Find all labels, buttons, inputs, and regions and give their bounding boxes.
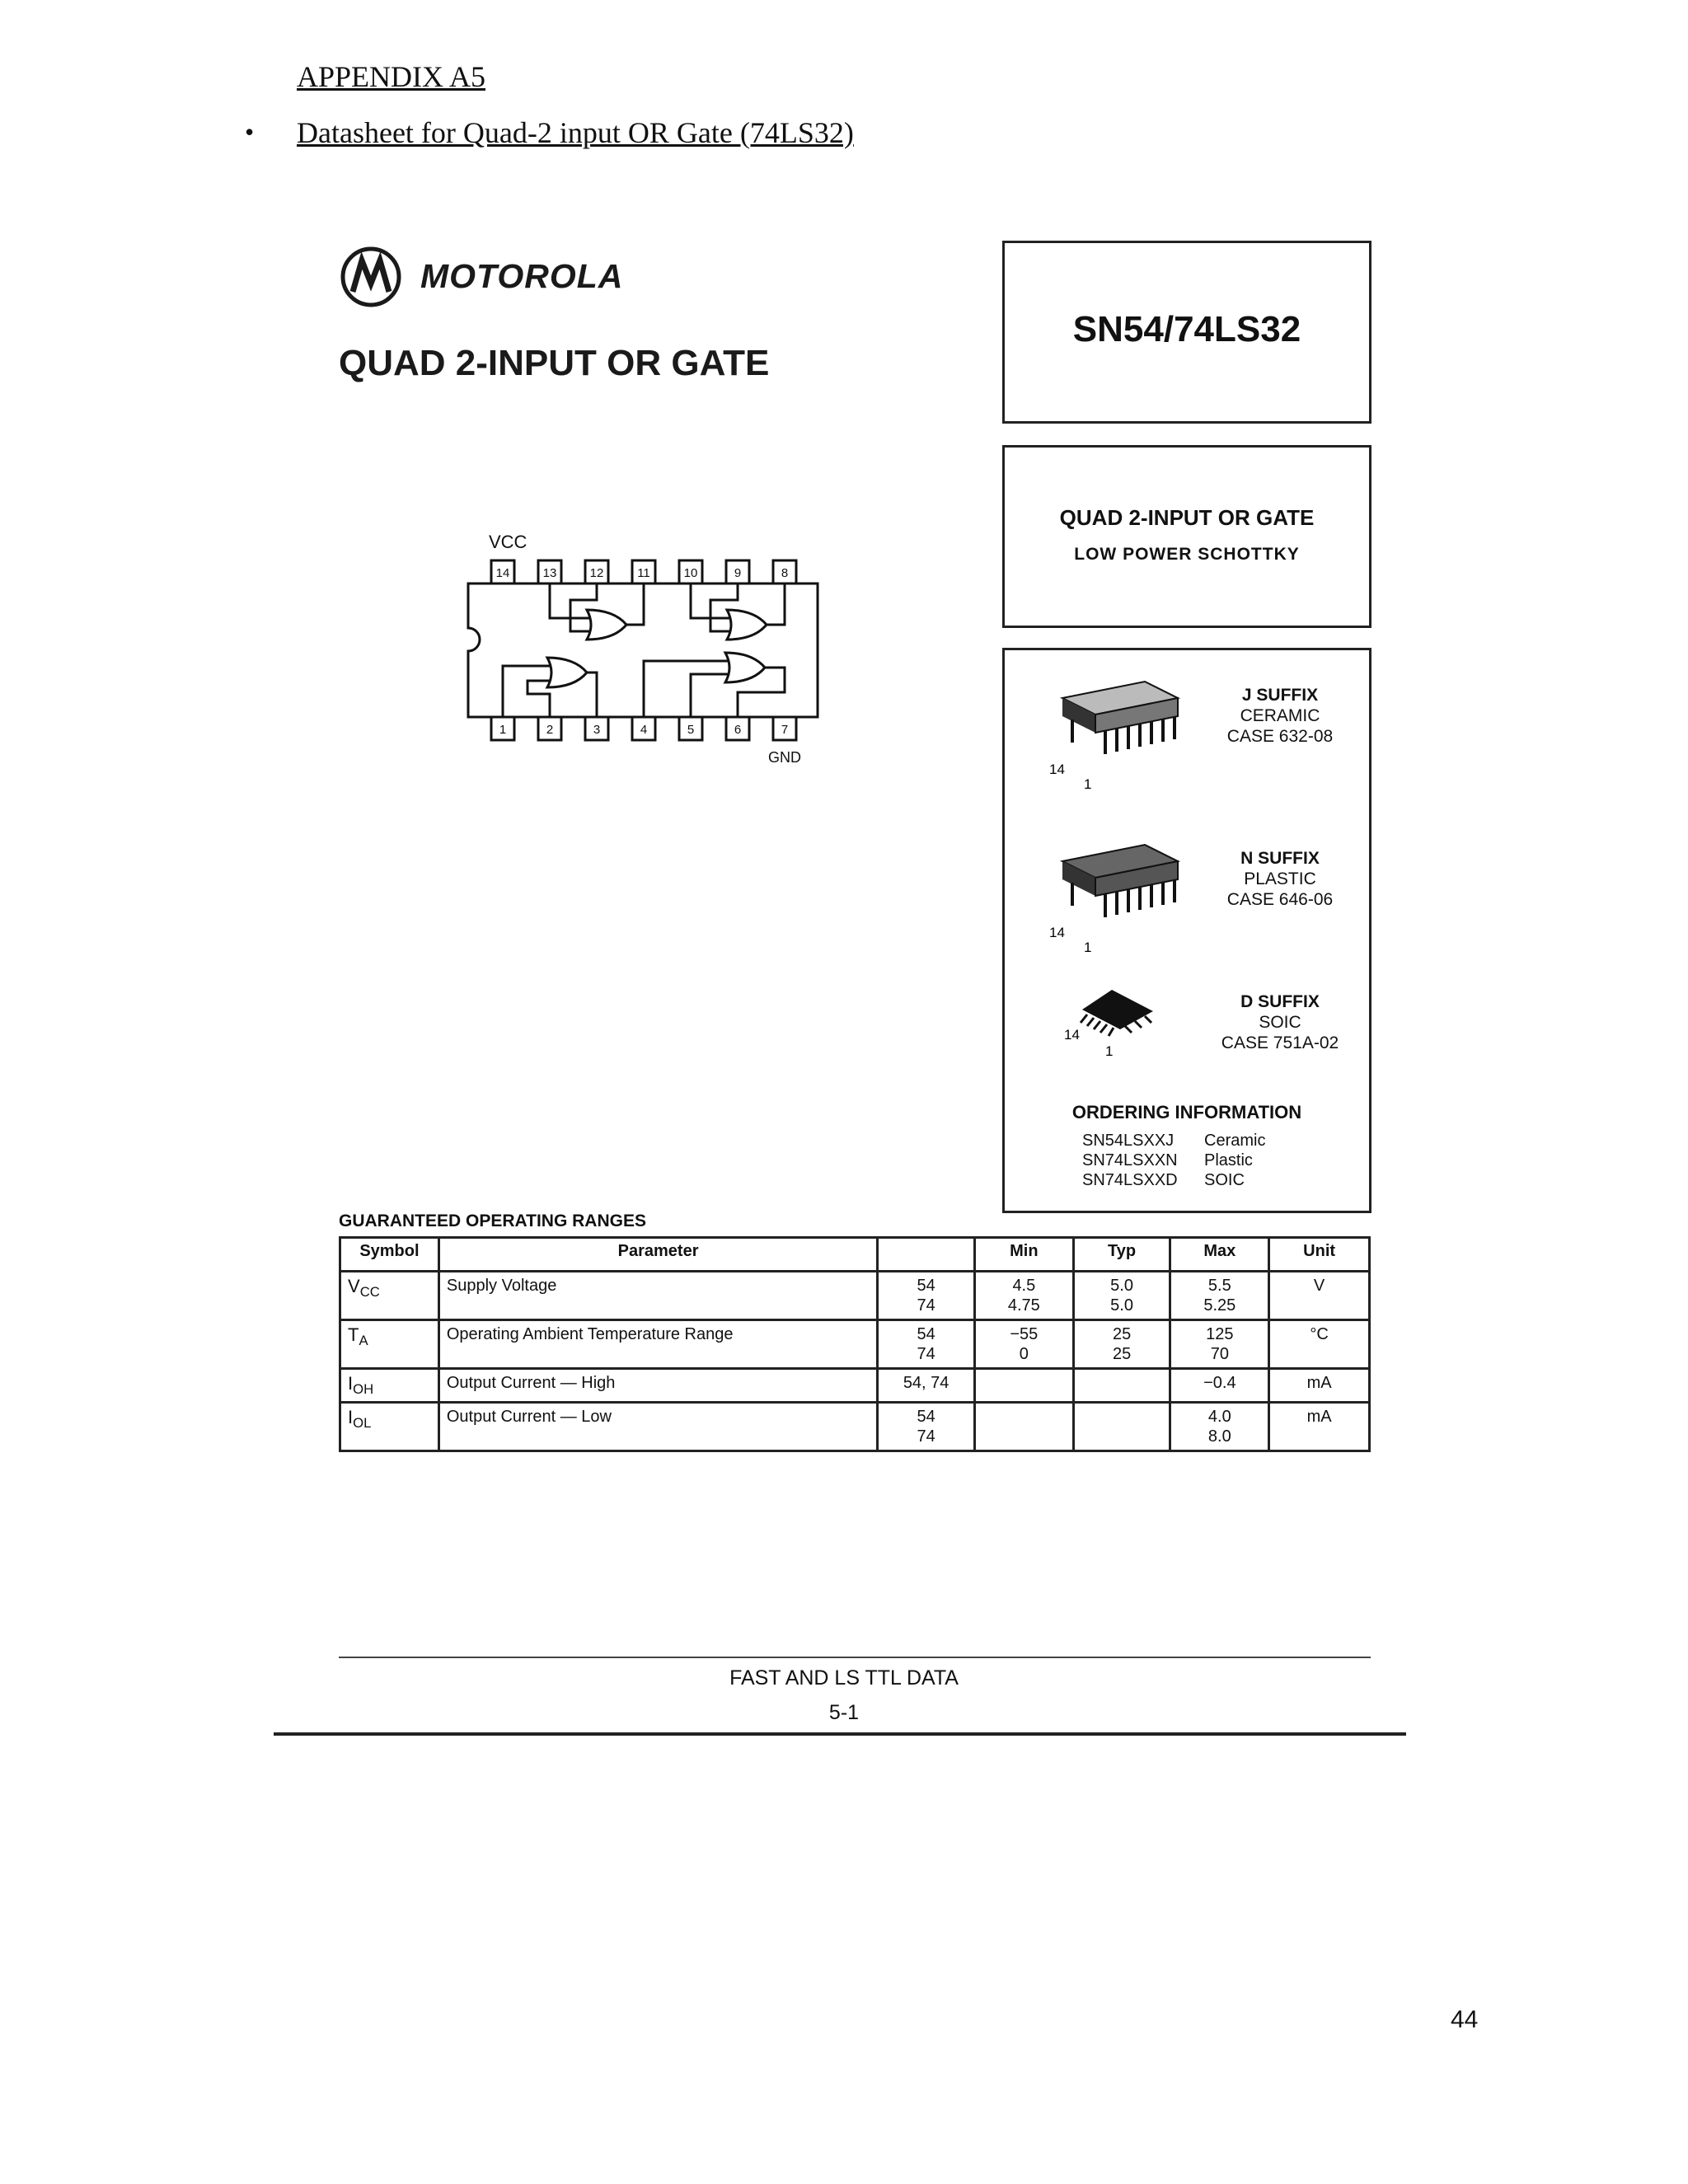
bullet-marker: • [245,117,255,147]
typ-cell [1073,1403,1170,1451]
unit-cell: mA [1269,1369,1370,1403]
column-header [878,1238,975,1272]
document-title: QUAD 2-INPUT OR GATE [339,343,770,383]
package-suffix: N SUFFIX [1240,849,1320,868]
package-j-label [1206,685,1354,747]
package-material: CERAMIC [1240,706,1320,725]
column-header: Typ [1073,1238,1170,1272]
brand-name: MOTOROLA [420,257,624,295]
description-subtitle: LOW POWER SCHOTTKY [1074,545,1300,564]
pin-14-label: 14 [495,566,510,580]
symbol-text: V [348,1276,360,1296]
ordering-part: SN74LSXXD [1082,1171,1178,1189]
ordering-part: SN54LSXXJ [1082,1132,1175,1150]
ordering-package: Ceramic [1204,1132,1266,1150]
ordering-info-title: ORDERING INFORMATION [1071,1102,1302,1122]
operating-ranges-table [339,1236,1371,1452]
pin-14-marker: 14 [1049,925,1065,940]
pin-5-label: 5 [687,723,695,737]
max-cell: 5.5 5.25 [1170,1272,1269,1320]
pin-1-label: 1 [499,723,507,737]
grade-cell: 54 74 [878,1272,975,1320]
ordering-package: Plastic [1204,1151,1253,1169]
part-number-box [1002,241,1372,424]
max-cell: 4.0 8.0 [1170,1403,1269,1451]
pin-7-label: 7 [781,723,789,737]
pin-4-label: 4 [640,723,648,737]
table-row [340,1272,1370,1320]
table-row [340,1320,1370,1369]
pin-3-label: 3 [593,723,601,737]
max-cell: −0.4 [1170,1369,1269,1403]
package-case: CASE 751A-02 [1221,1033,1339,1052]
package-case: CASE 646-06 [1226,890,1334,909]
max-cell: 125 70 [1170,1320,1269,1369]
column-header: Symbol [340,1238,439,1272]
grade-cell: 54 74 [878,1403,975,1451]
pin-11-label: 11 [637,566,650,580]
ordering-part: SN74LSXXN [1082,1151,1178,1169]
dip-package-icon [1046,837,1186,952]
pin-6-label: 6 [734,723,742,737]
min-cell: −55 0 [974,1320,1073,1369]
footer-page-ref: 5-1 [828,1701,860,1724]
pin-8-label: 8 [781,566,789,580]
table-row [340,1403,1370,1451]
column-header: Max [1170,1238,1269,1272]
typ-cell [1073,1369,1170,1403]
column-header: Parameter [438,1238,877,1272]
package-case: CASE 632-08 [1226,727,1334,746]
symbol-subscript: A [359,1333,368,1348]
motorola-logo-icon [340,246,402,308]
typ-cell: 25 25 [1073,1320,1170,1369]
table-row [340,1369,1370,1403]
grade-cell: 54, 74 [878,1369,975,1403]
package-suffix: D SUFFIX [1240,992,1320,1011]
symbol-subscript: OL [353,1415,372,1431]
ordering-package: SOIC [1204,1171,1245,1189]
table-header-row [340,1238,1370,1272]
symbol-cell [340,1272,439,1320]
unit-cell: V [1269,1272,1370,1320]
symbol-text: I [348,1373,354,1394]
description-box [1002,445,1372,628]
footer-bottom-rule [274,1732,1406,1736]
typ-cell: 5.0 5.0 [1073,1272,1170,1320]
pinout-diagram [462,527,824,775]
datasheet-heading: Datasheet for Quad-2 input OR Gate (74LS32) [297,116,854,149]
min-cell [974,1369,1073,1403]
parameter-cell: Operating Ambient Temperature Range [438,1320,877,1369]
symbol-subscript: OH [353,1381,374,1397]
pin-1-marker: 1 [1105,1043,1114,1059]
pin-10-label: 10 [683,566,698,580]
package-material: PLASTIC [1244,869,1316,888]
soic-package-icon [1062,980,1186,1071]
min-cell [974,1403,1073,1451]
part-number: SN54/74LS32 [1072,309,1301,349]
page-number: 44 [1451,2006,1479,2033]
appendix-heading: APPENDIX A5 [297,60,486,93]
package-material: SOIC [1259,1013,1301,1032]
pin-2-label: 2 [546,723,554,737]
package-n-label [1206,848,1354,910]
pin-14-marker: 14 [1049,762,1065,777]
parameter-cell: Output Current — Low [438,1403,877,1451]
package-suffix: J SUFFIX [1241,686,1319,705]
unit-cell: °C [1269,1320,1370,1369]
package-d-label [1206,991,1354,1053]
pin-13-label: 13 [542,566,557,580]
symbol-subscript: CC [359,1284,380,1300]
operating-ranges-title: GUARANTEED OPERATING RANGES [339,1212,646,1230]
column-header: Unit [1269,1238,1370,1272]
pin-14-marker: 14 [1064,1027,1080,1043]
parameter-cell: Supply Voltage [438,1272,877,1320]
symbol-cell [340,1369,439,1403]
parameter-cell: Output Current — High [438,1369,877,1403]
column-header: Min [974,1238,1073,1272]
symbol-cell [340,1320,439,1369]
unit-cell: mA [1269,1403,1370,1451]
symbol-text: T [348,1324,359,1345]
vcc-label: VCC [489,532,528,552]
package-options-box [1002,648,1372,1213]
footer-title: FAST AND LS TTL DATA [729,1666,959,1690]
footer-divider [339,1657,1371,1658]
dip-package-icon [1046,673,1186,789]
pin-9-label: 9 [734,566,742,580]
grade-cell: 54 74 [878,1320,975,1369]
symbol-cell [340,1403,439,1451]
pin-1-marker: 1 [1084,940,1092,952]
symbol-text: I [348,1407,354,1427]
pin-12-label: 12 [589,566,604,580]
description-title: QUAD 2-INPUT OR GATE [1059,505,1315,530]
gnd-label: GND [768,749,801,766]
pin-1-marker: 1 [1084,776,1092,789]
min-cell: 4.5 4.75 [974,1272,1073,1320]
